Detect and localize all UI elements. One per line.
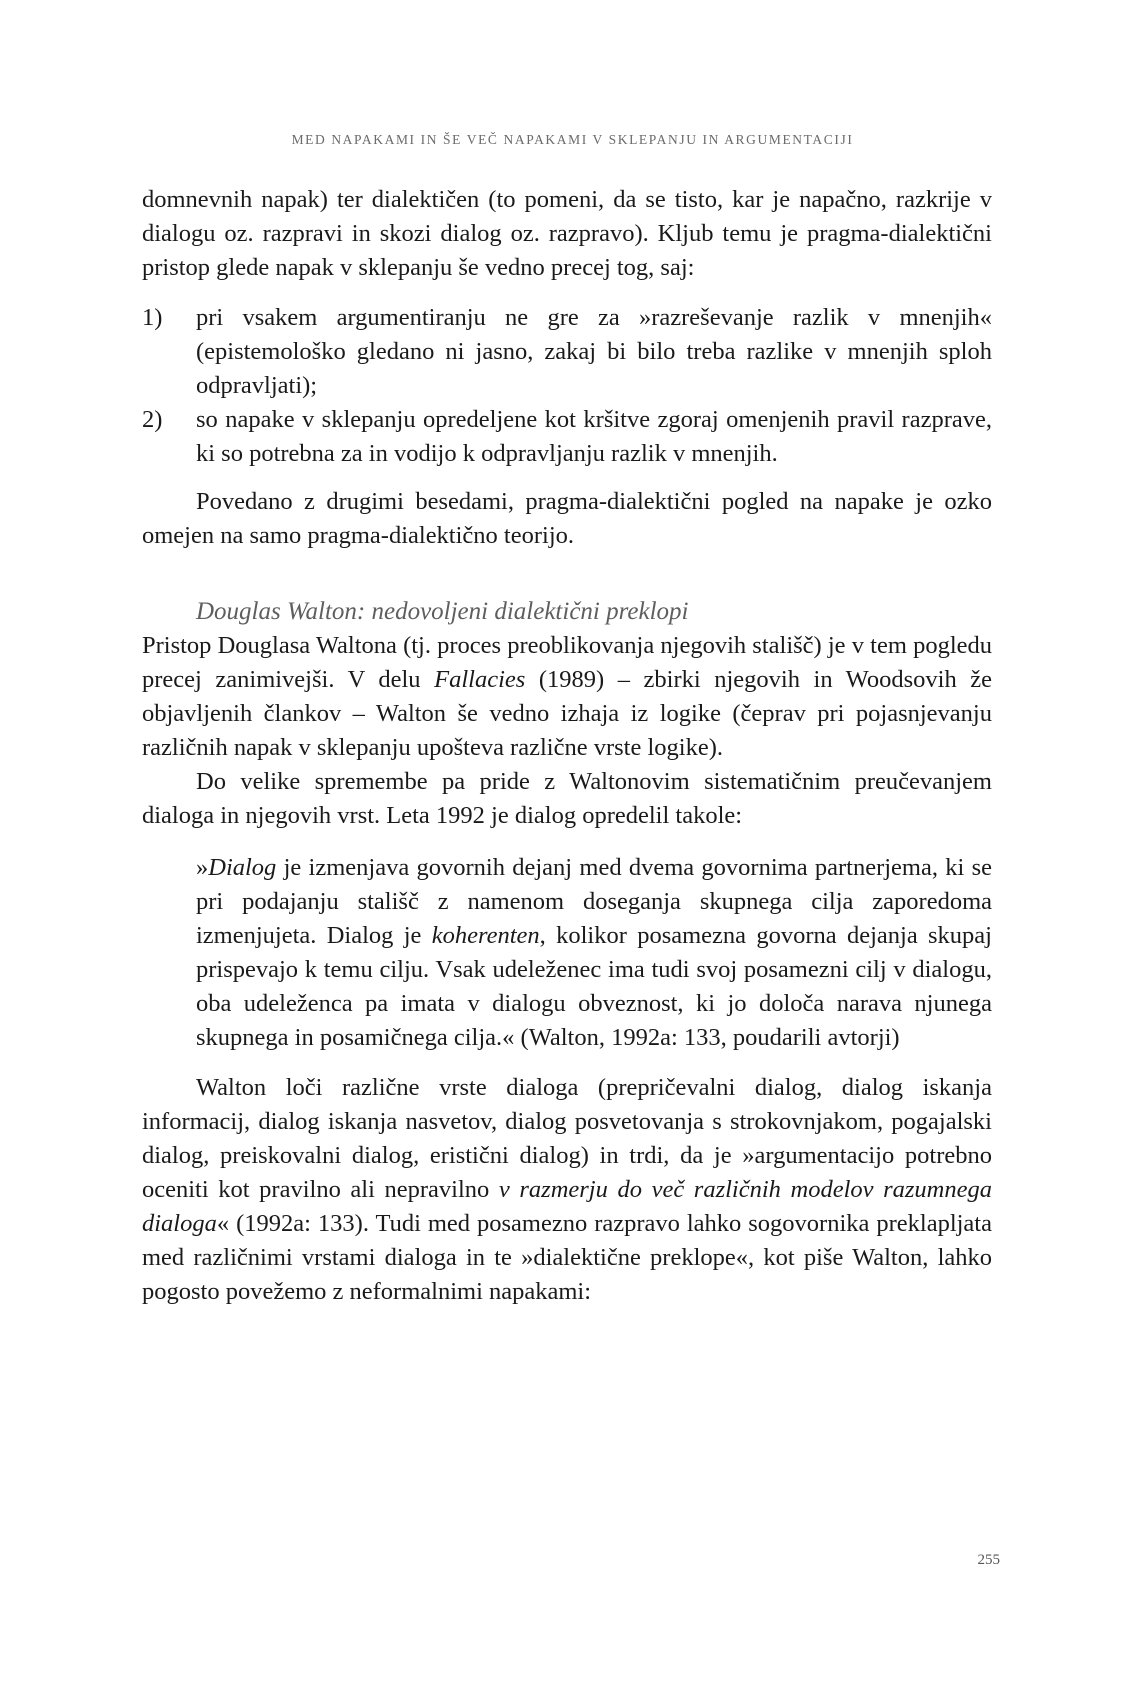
text-run: « (1992a: 133). Tudi med posamezno razpravo lahko sogovornika preklapljata med različnimi vrstami dialoga in te »dialektične preklope«, kot piše Walton, lahko pogosto povežemo z neformalnimi napakami: (142, 1210, 992, 1305)
paragraph-5 (142, 1071, 992, 1309)
book-title-fallacies: Fallacies (434, 666, 526, 693)
quote-mark: » (196, 854, 209, 881)
emphasis-quote: v razmerju do več različnih modelov razumnega dialoga (142, 1176, 992, 1237)
list-item (142, 301, 992, 403)
numbered-list (142, 301, 992, 471)
list-item-text: so napake v sklepanju opredeljene kot kršitve zgoraj omenjenih pravil razprave, ki so potrebna za in vodijo k odpravljanju razlik v mnenjih. (196, 406, 992, 467)
list-item-number: 1) (142, 304, 163, 331)
text-run: Pristop Douglasa Waltona (tj. proces preoblikovanja njegovih stališč) je v tem pogledu precej zanimivejši. V delu (142, 632, 992, 693)
page-body (142, 183, 992, 1309)
text-run: Walton loči različne vrste dialoga (prepričevalni dialog, dialog iskanja informacij, dialog iskanja nasvetov, dialog posvetovanja s strokovnjakom, pogajalski dialog, preiskovalni dialog, eristični dialog) in trdi, da je »argumentacijo potrebno oceniti kot pravilno ali nepravilno (142, 1074, 992, 1203)
emphasis-koherenten: koherenten (431, 922, 540, 949)
paragraph-4: Do velike spremembe pa pride z Waltonovim sistematičnim preučevanjem dialoga in njegovih vrst. Leta 1992 je dialog opredelil takole: (142, 768, 992, 829)
section-subheading: Douglas Walton: nedovoljeni dialektični preklopi (196, 598, 689, 625)
text-run: , kolikor posamezna govorna dejanja skupaj prispevajo k temu cilju. Vsak udeleženec ima tudi svoj posamezni cilj v dialogu, oba udeleženca pa imata v dialogu obveznost, ki jo določa narava njunega skupnega in posamičnega cilja.« (Walton, 1992a: 133, poudarili avtorji) (196, 922, 992, 1051)
paragraph-3 (142, 629, 992, 765)
list-item (142, 403, 992, 471)
text-run: (1989) – zbirki njegovih in Woodsovih že objavljenih člankov – Walton še vedno izhaja iz logike (čeprav pri pojasnjevanju različnih napak v sklepanju upošteva različne vrste logike). (142, 666, 992, 761)
paragraph-2: Povedano z drugimi besedami, pragma-dialektični pogled na napake je ozko omejen na samo pragma-dialektično teorijo. (142, 488, 992, 549)
block-quote (196, 851, 992, 1055)
running-head: MED NAPAKAMI IN ŠE VEČ NAPAKAMI V SKLEPANJU IN ARGUMENTACIJI (291, 132, 854, 147)
emphasis-dialog: Dialog (208, 854, 277, 881)
text-run: je izmenjava govornih dejanj med dvema govornima partnerjema, ki se pri podajanju stališč z namenom doseganja skupnega cilja zaporedoma izmenjujeta. Dialog je (196, 854, 992, 949)
list-item-number: 2) (142, 406, 163, 433)
page-number: 255 (977, 1552, 1000, 1568)
paragraph-1: domnevnih napak) ter dialektičen (to pomeni, da se tisto, kar je napačno, razkrije v dialogu oz. razpravi in skozi dialog oz. razpravo). Kljub temu je pragma-dialektični pristop glede napak v sklepanju še vedno precej tog, saj: (142, 186, 992, 281)
list-item-text: pri vsakem argumentiranju ne gre za »razreševanje razlik v mnenjih« (epistemološko gledano ni jasno, zakaj bi bilo treba razlike v mnenjih sploh odpravljati); (196, 304, 992, 399)
